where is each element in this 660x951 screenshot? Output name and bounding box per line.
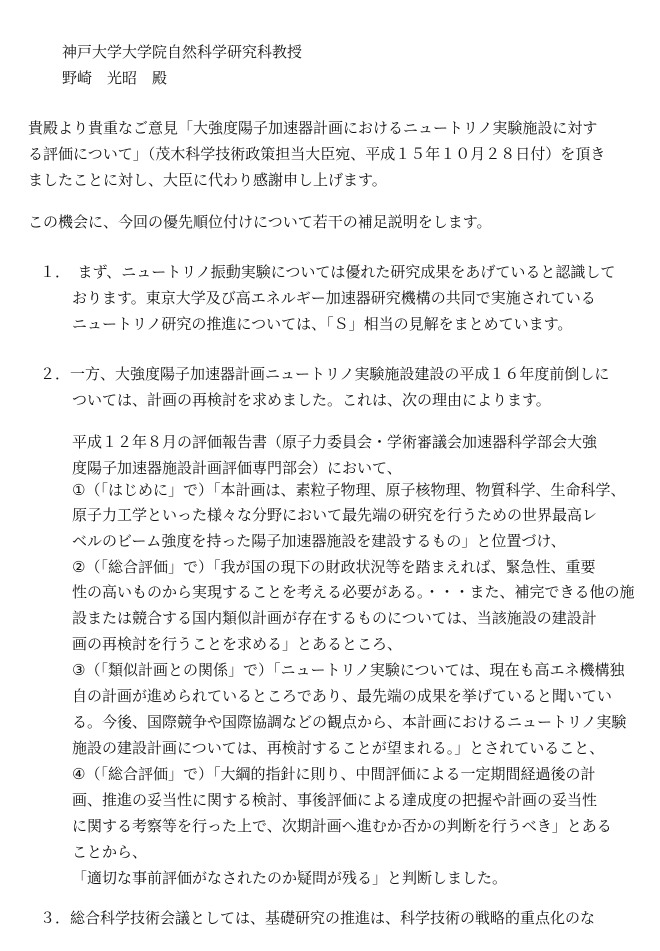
reason-line: ④（「総合評価」で）「大綱的指針に則り、中間評価による一定期間経過後の計: [72, 765, 596, 783]
reason-line: 設または競合する国内類似計画が存在するものについては、当該施設の建設計: [72, 609, 597, 627]
item3-line: ３．総合科学技術会議としては、基礎研究の推進は、科学技術の戦略的重点化のな: [40, 909, 596, 927]
reason-line: 性の高いものから実現することを考える必要がある。・・・また、補完できる他の施: [72, 583, 635, 601]
reason-line: ことから、: [72, 843, 148, 861]
reason-line: 原子力工学といった様々な分野において最先端の研究を行うための世界最高レ: [72, 506, 598, 524]
reason-conclusion-line: 「適切な事前評価がなされたのか疑問が残る」と判断しました。: [72, 869, 508, 887]
reason-line: 画、推進の妥当性に関する検討、事後評価による達成度の把握や計画の妥当性: [72, 791, 598, 809]
reason-line: ベルのビーム強度を持った陽子加速器施設を建設するもの」と位置づけ、: [72, 532, 566, 550]
intro-line: る評価について」（茂木科学技術政策担当大臣宛、平成１５年１０月２８日付）を頂き: [28, 145, 606, 163]
reason-line: 平成１２年８月の評価報告書（原子力委員会・学術審議会加速器科学部会大強: [72, 433, 598, 451]
item2-line: ２．一方、大強度陽子加速器計画ニュートリノ実験施設建設の平成１６年度前倒しに: [40, 365, 610, 383]
purpose-line: この機会に、今回の優先順位付けについて若干の補足説明をします。: [28, 213, 492, 231]
reason-line: に関する考察等を行った上で、次期計画へ進むか否かの判断を行うべき」とある: [72, 817, 612, 835]
reason-line: 自の計画が進められているところであり、最先端の成果を挙げていると聞いてい: [72, 687, 612, 705]
item1-line: おります。東京大学及び高エネルギー加速器研究機構の共同で実施されている: [72, 289, 596, 307]
item1-line: ニュートリノ研究の推進については、「Ｓ」相当の見解をまとめています。: [72, 315, 573, 333]
reason-line: ①（「はじめに」で）「本計画は、素粒子物理、原子核物理、物質科学、生命科学、: [72, 481, 626, 499]
intro-line: ましたことに対し、大臣に代わり感謝申し上げます。: [28, 171, 387, 189]
reason-line: ②（「総合評価」で）「我が国の現下の財政状況等を踏まえれば、緊急性、重要: [72, 558, 596, 576]
reason-line: ③（「類似計画との関係」で）「ニュートリノ実験については、現在も高エネ機構独: [72, 661, 625, 679]
addressee-name: 野崎 光昭 殿: [62, 69, 168, 87]
reason-line: 画の再検討を行うことを求める」とあるところ、: [72, 635, 403, 653]
addressee-affiliation: 神戸大学大学院自然科学研究科教授: [62, 43, 303, 61]
item1-line: １． まず、ニュートリノ振動実験については優れた研究成果をあげていると認識して: [40, 263, 616, 281]
item2-line: ついては、計画の再検討を求めました。これは、次の理由によります。: [72, 391, 551, 409]
reason-line: る。今後、国際競争や国際協調などの観点から、本計画におけるニュートリノ実験: [72, 713, 627, 731]
intro-line: 貴殿より貴重なご意見「大強度陽子加速器計画におけるニュートリノ実験施設に対す: [28, 119, 598, 137]
reason-line: 度陽子加速器施設計画評価専門部会）において、: [72, 459, 402, 477]
reason-line: 施設の建設計画については、再検討することが望まれる。」とされていること、: [72, 739, 605, 757]
